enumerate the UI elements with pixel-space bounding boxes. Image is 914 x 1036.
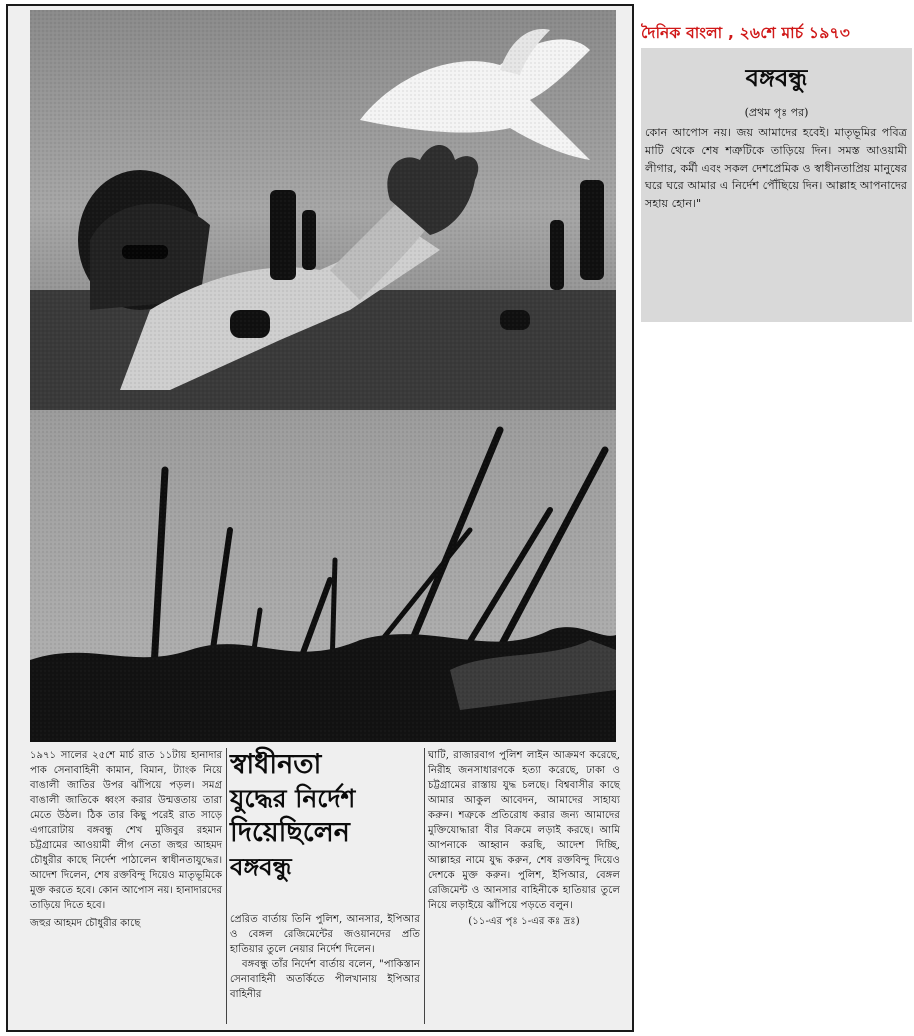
column-divider (226, 748, 227, 1024)
column-left-end-text: জহুর আহমদ চৌধুরীর কাছে (30, 918, 141, 929)
article-columns (30, 748, 620, 1028)
article-column-right (428, 748, 620, 1028)
article-column-left (30, 748, 222, 1028)
column-middle-text-2: বঙ্গবন্ধু তাঁর নির্দেশ বার্তায় বলেন, "পাকিস্তান সেনাবাহিনী অতর্কিতে পীলখানায় ইপিআর বাহিনীর (230, 959, 420, 1000)
article-column-middle (230, 912, 420, 1028)
source-label: দৈনিক বাংলা , ২৬শে মার্চ ১৯৭৩ (641, 24, 851, 42)
article-headline (230, 748, 408, 908)
photo-raised-rifles (30, 410, 616, 742)
newspaper-clipping-main (6, 4, 634, 1032)
column-right-text: ঘাটি, রাজারবাগ পুলিশ লাইন আক্রমণ করেছে, নিরীহ জনসাধারণকে হত্যা করেছে, ঢাকা ও চট্টগ্রামের রাস্তায় যুদ্ধ চলছে। বিশ্ববাসীর কাছে আমার আকুল আবেদন, আমাদের সাহায্য করুন। শত্রুকে প্রতিরোধ করার জন্য আমাদের মুক্তিযোদ্ধারা বীর বিক্রমে লড়াই করছে। আমি আপনাকে আহ্বান করছি, আদেশ দিচ্ছি, আল্লাহর নামে যুদ্ধ করুন, শেষ রক্তবিন্দু দিয়েও দেশকে মুক্ত করুন। পুলিশ, ইপিআর, বেঙ্গল রেজিমেন্ট ও আনসার বাহিনীকে হাতিয়ার তুলে নিয়ে লড়াইয়ে ঝাঁপিয়ে পড়তে বলুন। (428, 750, 620, 911)
headline-line-3: দিয়েছিলেন (230, 817, 350, 848)
side-clip-body-text: কোন আপোস নয়। জয় আমাদের হবেই। মাতৃভূমির পবিত্র মাটি থেকে শেষ শত্রুটিকে তাড়িয়ে দিন। সমস্ত আওয়ামী লীগার, কর্মী এবং সকল দেশপ্রেমিক ও স্বাধীনতাপ্রিয় মানুষের ঘরে ঘরে আমার এ নির্দেশ পৌঁছিয়ে দিন। আল্লাহ আপনাদের সহায় হোন।" (645, 126, 907, 211)
photo-leader-speech (30, 10, 616, 410)
column-middle-text: প্রেরিত বার্তায় তিনি পুলিশ, আনসার, ইপিআর ও বেঙ্গল রেজিমেন্টের জওয়ানদের প্রতি হাতিয়ার তুলে নেয়ার নির্দেশ দিলেন। (230, 914, 420, 955)
side-clip-title: বঙ্গবন্ধু (745, 63, 808, 92)
column-left-text: ১৯৭১ সালের ২৫শে মার্চ রাত ১১টায় হানাদার পাক সেনাবাহিনী কামান, বিমান, ট্যাংক নিয়ে বাঙালী জাতির উপর ঝাঁপিয়ে পড়ল। সমগ্র বাঙালী জাতিকে ধ্বংস করার উন্মত্ততায় তারা মেতে উঠল। ঠিক তার কিছু পরেই রাত সাড়ে এগারোটায় বঙ্গবন্ধু শেখ মুজিবুর রহমান চট্টগ্রামের আওয়ামী লীগ নেতা জহুর আহমদ চৌধুরীর কাছে নির্দেশ পাঠালেন স্বাধীনতাযুদ্ধের। আদেশ দিলেন, শেষ রক্তবিন্দু দিয়েও মাতৃভূমিকে মুক্ত করতে হবে। কোন আপোস নয়। হানাদারদের তাড়িয়ে দিতে হবে। (30, 750, 222, 911)
side-clip-body (645, 124, 907, 213)
photo-raised-rifles-image (30, 410, 616, 742)
side-clip-subtitle: (প্রথম পৃঃ পর) (744, 106, 809, 119)
headline-line-1: স্বাধীনতা (230, 749, 322, 780)
column-right-continuation: (১১-এর পৃঃ ১-এর কঃ দ্রঃ) (468, 916, 580, 927)
headline-line-2: যুদ্ধের নির্দেশ (230, 784, 356, 813)
newspaper-clipping-side (641, 48, 912, 322)
headline-line-4: বঙ্গবন্ধু (230, 852, 292, 881)
column-divider (424, 748, 425, 1024)
photo-leader-speech-image (30, 10, 616, 410)
